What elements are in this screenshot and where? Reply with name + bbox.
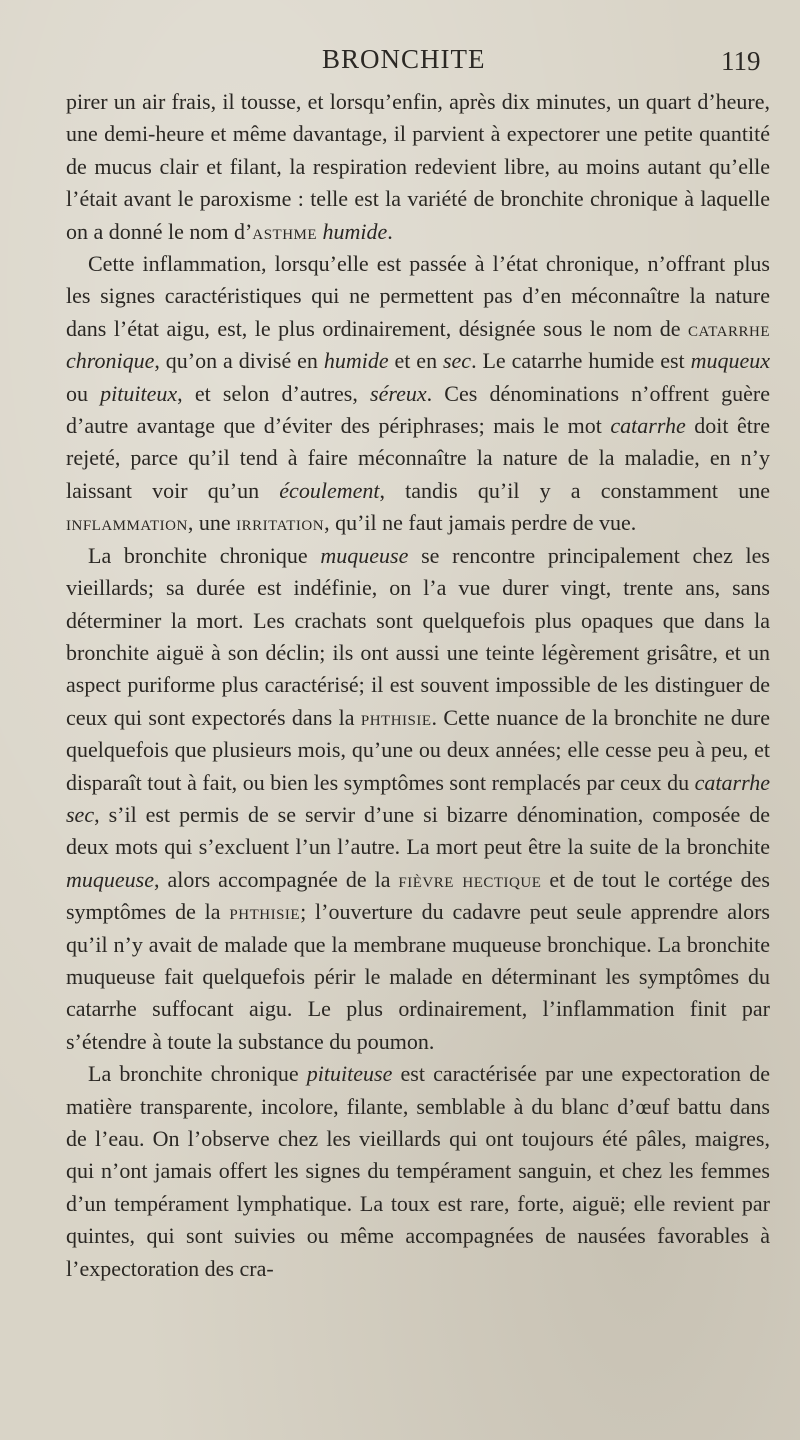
text-run: . Le catarrhe humide est [471,348,691,374]
small-caps-text: phthisie [360,704,432,730]
text-run: doit être rejeté, parce qu’il tend à faire méconnaître la nature de la maladie, en n’y laissant voir qu’un [66,413,770,503]
text-run: se rencontre principalement chez les vieillards; sa durée est indéfinie, on l’a vue durer vingt, trente ans, sans déterminer la mort. Les crachats sont quelquefois plus opaques que dans la bronchite aiguë à son déclin; ils ont aussi une teinte légèrement grisâtre, et un aspect puriforme plus caractérisé; il est souvent impossible de les distinguer de ceux qui sont expectorés dans la [66,542,770,730]
paragraph [66,1058,770,1285]
italic-text: muqueux [690,348,770,374]
italic-text: humide [322,218,388,244]
text-run: , s’il est permis de se servir d’une si bizarre dénomination, composée de deux mots qui s’excluent l’un l’autre. La mort peut être la suite de la bronchite [66,801,770,860]
italic-text: catarrhe sec [66,769,770,827]
italic-text: écoulement [279,477,380,503]
text-run: , une [187,510,237,536]
text-run: , et selon d’autres, [177,380,371,406]
small-caps-text: catarrhe [688,315,770,341]
text-run: ou [66,380,101,406]
italic-text: pituiteux [100,380,178,406]
italic-text: muqueuse [320,542,409,568]
italic-text: muqueuse [66,866,154,892]
text-run: , qu’il ne faut jamais perdre de vue. [324,510,637,536]
text-run: La bronchite chronique [88,542,321,568]
italic-text: humide [323,348,389,374]
text-run: pirer un air frais, il tousse, et lorsqu’enfin, après dix minutes, un quart d’heure, une demi-heure et même davantage, il parvient à expectorer une petite quantité de mucus clair et filant, la respiration redevient libre, au moins autant qu’elle l’était avant le paroxisme : telle est la variété de bronchite chronique à laquelle on a donné le nom d’ [66,89,770,244]
italic-text: chronique [66,348,155,374]
text-run: La bronchite chronique [88,1061,307,1087]
text-run: . [387,218,393,244]
text-run: Cette inflammation, lorsqu’elle est passée à l’état chronique, n’offrant plus les signes caractéristiques qui ne permettent pas d’en méconnaître la nature dans l’état aigu, est, le plus ordinairement, désignée sous le nom de [66,251,770,341]
text-run: . Cette nuance de la bronchite ne dure quelquefois que plusieurs mois, qu’une ou deux années; elle cesse peu à peu, et disparaît tout à fait, ou bien les symptômes sont remplacés par ceux du [66,704,770,795]
page-number: 119 [721,46,761,76]
text-run: , tandis qu’il y a constamment une [379,477,770,503]
running-title: BRONCHITE [322,44,486,74]
paragraph [66,540,770,1059]
italic-text: catarrhe [610,413,686,439]
italic-text: sec [442,348,472,374]
paragraph [66,248,770,540]
paragraph [66,86,770,248]
text-run: ; l’ouverture du cadavre peut seule apprendre alors qu’il n’y avait de malade que la membrane muqueuse bronchique. La bronchite muqueuse fait quelquefois périr le malade en déterminant les symptômes du catarrhe suffocant aigu. Le plus ordinairement, l’inflammation finit par s’étendre à toute la substance du poumon. [66,899,770,1054]
italic-text: séreux [370,380,427,406]
text-run: . Ces dénominations n’offrent guère d’autre avantage que d’éviter des périphrases; mais le mot [66,380,770,439]
text-run: , qu’on a divisé en [154,348,324,374]
italic-text: pituiteuse [306,1061,393,1087]
small-caps-text: asthme [252,218,318,244]
text-run: et de tout le cortége des symptômes de la [66,866,770,925]
text-run: est caractérisée par une expectoration de matière transparente, incolore, filante, semblable à du blanc d’œuf battu dans de l’eau. On l’observe chez les vieillards qui ont toujours été pâles, maigres, qui n’ont jamais offert les signes du tempérament sanguin, et chez les femmes d’un tempérament lymphatique. La toux est rare, forte, aiguë; elle revient par quintes, qui sont suivies ou même accompagnées de nausées favorables à l’expectoration des cra- [66,1061,770,1281]
text-run: , alors accompagnée de la [153,866,399,892]
text-run: et en [388,348,443,374]
small-caps-text: inflammation [66,510,188,536]
body-text [66,86,770,1285]
small-caps-text: phthisie [229,899,301,925]
small-caps-text: fièvre hectique [398,866,542,892]
small-caps-text: irritation [236,510,325,536]
running-head [0,40,800,86]
